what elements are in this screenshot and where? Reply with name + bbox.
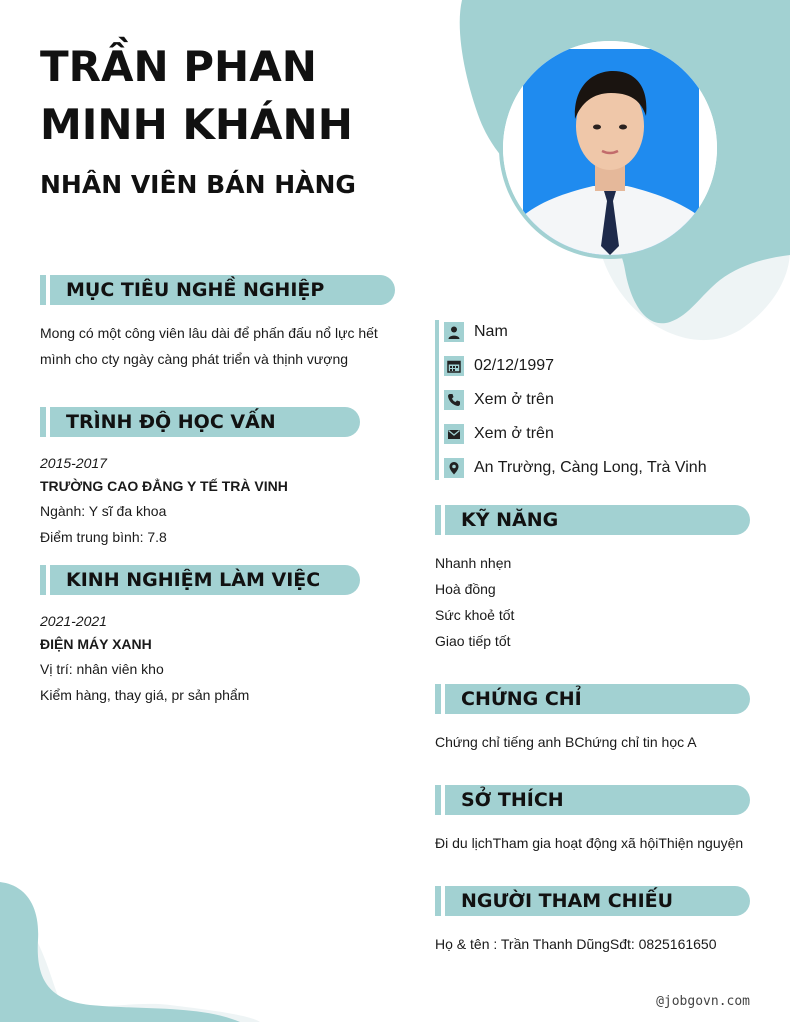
experience-position: Vị trí: nhân viên kho [40, 661, 164, 677]
education-gpa: Điểm trung bình: 7.8 [40, 529, 167, 545]
certificates-header [435, 684, 750, 714]
experience-period: 2021-2021 [40, 613, 107, 629]
experience-title: KINH NGHIỆM LÀM VIỆC [50, 565, 360, 595]
skill-item: Sức khoẻ tốt [435, 607, 515, 623]
candidate-name-line1: TRẦN PHAN [40, 42, 317, 91]
objective-line2: mình cho cty ngày càng phát triển và thịnh vượng [40, 351, 349, 367]
job-title: NHÂN VIÊN BÁN HÀNG [40, 170, 356, 199]
hobbies-text: Đi du lịchTham gia hoạt động xã hộiThiện nguyện [435, 835, 744, 851]
contact-birthday-value: 02/12/1997 [474, 357, 555, 374]
experience-header [40, 565, 360, 595]
contact-email [444, 422, 554, 446]
skill-item: Hoà đồng [435, 581, 496, 597]
education-school: TRƯỜNG CAO ĐẲNG Y TẾ TRÀ VINH [40, 478, 288, 494]
references-title: NGƯỜI THAM CHIẾU [445, 886, 750, 916]
objective-title: MỤC TIÊU NGHỀ NGHIỆP [50, 275, 395, 305]
objective-line1: Mong có một công viên lâu dài để phấn đấu nổ lực hết [40, 325, 378, 341]
education-major: Ngành: Y sĩ đa khoa [40, 503, 167, 519]
experience-company: ĐIỆN MÁY XANH [40, 636, 152, 652]
contact-gender [444, 320, 508, 344]
profile-photo [503, 41, 717, 255]
watermark: @jobgovn.com [656, 994, 750, 1009]
skill-item: Nhanh nhẹn [435, 555, 512, 571]
person-icon [444, 322, 464, 342]
contact-address [444, 456, 707, 480]
calendar-icon [444, 356, 464, 376]
objective-header [40, 275, 395, 305]
candidate-name-line2: MINH KHÁNH [40, 100, 353, 149]
references-header [435, 886, 750, 916]
candidate-name [40, 38, 460, 154]
education-title: TRÌNH ĐỘ HỌC VẤN [50, 407, 360, 437]
contact-phone-value: Xem ở trên [474, 391, 554, 408]
location-icon [444, 458, 464, 478]
experience-duties: Kiểm hàng, thay giá, pr sản phẩm [40, 687, 250, 703]
hobbies-title: SỞ THÍCH [445, 785, 750, 815]
skills-header [435, 505, 750, 535]
email-icon [444, 424, 464, 444]
education-header [40, 407, 360, 437]
certificates-title: CHỨNG CHỈ [445, 684, 750, 714]
skills-title: KỸ NĂNG [445, 505, 750, 535]
contact-phone [444, 388, 554, 412]
phone-icon [444, 390, 464, 410]
contact-email-value: Xem ở trên [474, 425, 554, 442]
education-period: 2015-2017 [40, 455, 107, 471]
contact-address-value: An Trường, Càng Long, Trà Vinh [474, 459, 707, 476]
hobbies-header [435, 785, 750, 815]
references-text: Họ & tên : Trần Thanh DũngSđt: 0825161650 [435, 936, 717, 952]
contact-accent-bar [435, 320, 439, 480]
contact-birthday [444, 354, 554, 378]
certificates-text: Chứng chỉ tiếng anh BChứng chỉ tin học A [435, 734, 697, 750]
skill-item: Giao tiếp tốt [435, 633, 511, 649]
contact-gender-value: Nam [474, 323, 508, 340]
profile-photo-frame [499, 37, 721, 259]
